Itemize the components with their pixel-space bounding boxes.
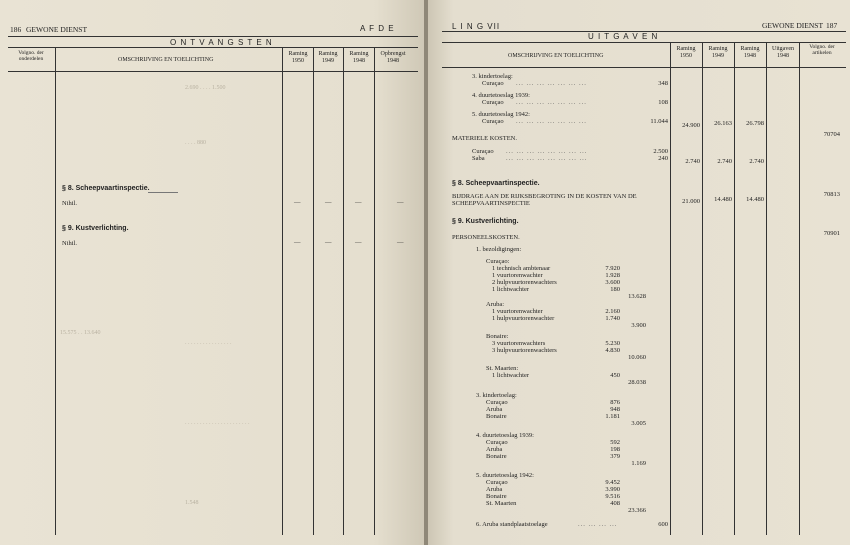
col-raming1948-right: Raming 1948	[740, 46, 760, 59]
col-omschrijving-right: OMSCHRIJVING EN TOELICHTING	[508, 53, 604, 59]
col-raming1950-right: Raming 1950	[676, 46, 696, 59]
item-value: 11.044	[650, 118, 668, 125]
item-value: 348	[658, 80, 668, 87]
rule-header-left	[8, 47, 418, 48]
item-value: 108	[658, 99, 668, 106]
col-divider	[670, 42, 671, 535]
leader-dots: ... ... ... ... ... ... ...	[516, 118, 587, 125]
item-label: 6. Aruba standplaatstoelage	[476, 521, 548, 528]
right-page	[428, 0, 850, 545]
item-label: Curaçao	[486, 439, 508, 446]
dash: —	[325, 199, 332, 206]
item-value: 3.600	[605, 279, 620, 286]
category-heading: PERSONEELSKOSTEN.	[452, 234, 520, 241]
item-label: 1 vuurtorenwachter	[492, 308, 543, 315]
col-opbrengst1948-left: Opbrengst 1948	[380, 51, 406, 64]
item-label: Bonaire	[486, 493, 507, 500]
item-label: 1 technisch ambtenaar	[492, 265, 551, 272]
item-value: 198	[610, 446, 620, 453]
item-value: 379	[610, 453, 620, 460]
raming-1950-value: 2.740	[685, 158, 700, 165]
item-value: 2.500	[653, 148, 668, 155]
leader-dots: ... ... ... ... ... ... ... ...	[506, 155, 588, 162]
item-value: 9.452	[605, 479, 620, 486]
rule-colhead-right	[442, 67, 846, 68]
item-label: 1 lichtwachter	[492, 372, 529, 379]
item-value: 948	[610, 406, 620, 413]
col-raming1948-left: Raming 1948	[349, 51, 369, 64]
section-9-title-right: § 9. Kustverlichting.	[452, 218, 519, 225]
col-divider	[374, 47, 375, 535]
raming-1949-value: 26.163	[714, 120, 732, 127]
bleed-through: . . . . . . . . . . . . . . . . . . . . . .	[185, 420, 250, 426]
item-value: 180	[610, 286, 620, 293]
item-value: 7.920	[605, 265, 620, 272]
item-value: 450	[610, 372, 620, 379]
section-8-nihil: Nihil.	[62, 200, 77, 207]
page-number-left: 186	[10, 25, 22, 34]
bleed-through: . . . . 880	[185, 140, 206, 146]
item-value: 408	[610, 500, 620, 507]
item-label: Aruba	[486, 406, 503, 413]
dash: —	[355, 199, 362, 206]
col-uitgaven1948-right: Uitgaven 1948	[772, 46, 794, 59]
col-volgno-left: Volgno. der onderdelen	[18, 50, 44, 62]
item-label: 3. kindertoelag:	[472, 73, 513, 80]
col-raming1949-left: Raming 1949	[318, 51, 338, 64]
section-title-right: U I T G A V E N	[588, 32, 659, 41]
island-heading: Bonaire:	[486, 333, 509, 340]
bleed-through: 2.690 . . . . 1.500	[185, 85, 226, 91]
section-8-description: SCHEEPVAARTINSPECTIE	[452, 200, 530, 207]
running-head-right: GEWONE DIENST	[762, 21, 824, 30]
col-divider	[343, 47, 344, 535]
item-label: 2 hulpvuurtorenwachters	[492, 279, 557, 286]
leader-dots: ... ... ... ... ... ... ... ...	[506, 148, 588, 155]
item-label: Bonaire	[486, 453, 507, 460]
item-value: 3.990	[605, 486, 620, 493]
col-divider	[702, 42, 703, 535]
island-heading: Aruba:	[486, 301, 505, 308]
category-heading: MATERIELE KOSTEN.	[452, 135, 517, 142]
item-value: 876	[610, 399, 620, 406]
item-label: Curaçao	[482, 99, 504, 106]
item-label: Bonaire	[486, 413, 507, 420]
item-label: 5. duurtetoeslag 1942:	[476, 472, 534, 479]
subtotal-value: 3.005	[631, 420, 646, 427]
item-value: 240	[658, 155, 668, 162]
item-value: 4.830	[605, 347, 620, 354]
col-divider	[55, 47, 56, 535]
raming-1950-value: 24.900	[682, 122, 700, 129]
artikel-number: 70901	[823, 230, 840, 237]
spread-title-left: A F D E	[360, 24, 395, 33]
col-divider	[766, 42, 767, 535]
subtotal-value: 13.628	[628, 293, 646, 300]
item-value: 9.516	[605, 493, 620, 500]
item-label: Curaçao	[482, 80, 504, 87]
dash: —	[355, 239, 362, 246]
artikel-number: 70813	[823, 191, 840, 198]
subtotal-value: 3.900	[631, 322, 646, 329]
col-raming1950-left: Raming 1950	[288, 51, 308, 64]
section-8-description: BIJDRAGE AAN DE RIJKSBEGROTING IN DE KOSTEN VAN DE	[452, 193, 637, 200]
item-label: Curaçao	[486, 479, 508, 486]
item-value: 5.230	[605, 340, 620, 347]
dash: —	[294, 239, 301, 246]
item-label: 4. duurtetoeslag 1939:	[472, 92, 530, 99]
leader-dots: ... ... ... ... ... ... ...	[516, 99, 587, 106]
dash: —	[325, 239, 332, 246]
page-number-right: 187	[826, 21, 838, 30]
item-value: 2.160	[605, 308, 620, 315]
item-label: 1 lichtwachter	[492, 286, 529, 293]
island-heading: St. Maarten:	[486, 365, 519, 372]
underline	[148, 192, 178, 193]
item-value: 600	[658, 521, 668, 528]
col-volgno-right: Volgno. der artikelen	[809, 44, 835, 56]
dash: —	[294, 199, 301, 206]
col-raming1949-right: Raming 1949	[708, 46, 728, 59]
item-value: 592	[610, 439, 620, 446]
section-8-title-left: § 8. Scheepvaartinspectie.	[62, 185, 150, 192]
col-divider	[313, 47, 314, 535]
island-heading: Curaçao:	[486, 258, 510, 265]
item-label: Curaçao	[486, 399, 508, 406]
rule-top-left	[8, 36, 418, 37]
item-label: 3 hulpvuurtorenwachters	[492, 347, 557, 354]
item-label: Saba	[472, 155, 485, 162]
section-title-left: O N T V A N G S T E N	[170, 38, 273, 47]
raming-1948-value: 14.480	[746, 196, 764, 203]
raming-1950-value: 21.000	[682, 198, 700, 205]
subtotal-value: 28.038	[628, 379, 646, 386]
artikel-number: 70704	[823, 131, 840, 138]
subtotal-value: 23.366	[628, 507, 646, 514]
bleed-through: 1.548	[185, 500, 199, 506]
rule-colhead-left	[8, 71, 418, 72]
bleed-through: 15.575 . . 13.640	[60, 330, 101, 336]
item-label: Curaçao	[482, 118, 504, 125]
item-label: 1. bezoldigingen:	[476, 246, 522, 253]
item-label: 1 hulpvuurtorenwachter	[492, 315, 555, 322]
section-9-nihil: Nihil.	[62, 240, 77, 247]
section-8-title-right: § 8. Scheepvaartinspectie.	[452, 180, 540, 187]
col-omschrijving-left: OMSCHRIJVING EN TOELICHTING	[118, 57, 214, 63]
subtotal-value: 10.060	[628, 354, 646, 361]
item-value: 1.740	[605, 315, 620, 322]
item-label: Aruba	[486, 446, 503, 453]
leader-dots: ... ... ... ...	[578, 521, 618, 528]
item-label: Aruba	[486, 486, 503, 493]
item-label: 3. kindertoelag:	[476, 392, 517, 399]
spread-title-right: L I N G VII	[452, 22, 501, 31]
item-value: 1.928	[605, 272, 620, 279]
col-divider	[734, 42, 735, 535]
item-label: 5. duurtetoeslag 1942:	[472, 111, 530, 118]
leader-dots: ... ... ... ... ... ... ...	[516, 80, 587, 87]
rule-header-right	[442, 42, 846, 43]
item-label: 4. duurtetoeslag 1939:	[476, 432, 534, 439]
item-label: 3 vuurtorenwachters	[492, 340, 546, 347]
col-divider	[799, 42, 800, 535]
subtotal-value: 1.169	[631, 460, 646, 467]
raming-1949-value: 14.480	[714, 196, 732, 203]
item-label: St. Maarten	[486, 500, 517, 507]
item-value: 1.181	[605, 413, 620, 420]
raming-1948-value: 26.798	[746, 120, 764, 127]
item-label: Curaçao	[472, 148, 494, 155]
running-head-left: GEWONE DIENST	[26, 25, 88, 34]
dash: —	[397, 199, 404, 206]
dash: —	[397, 239, 404, 246]
bleed-through: . . . . . . . . . . . . . . . .	[185, 340, 232, 346]
section-9-title-left: § 9. Kustverlichting.	[62, 225, 129, 232]
raming-1949-value: 2.740	[717, 158, 732, 165]
item-label: 1 vuurtorenwachter	[492, 272, 543, 279]
col-divider	[282, 47, 283, 535]
raming-1948-value: 2.740	[749, 158, 764, 165]
